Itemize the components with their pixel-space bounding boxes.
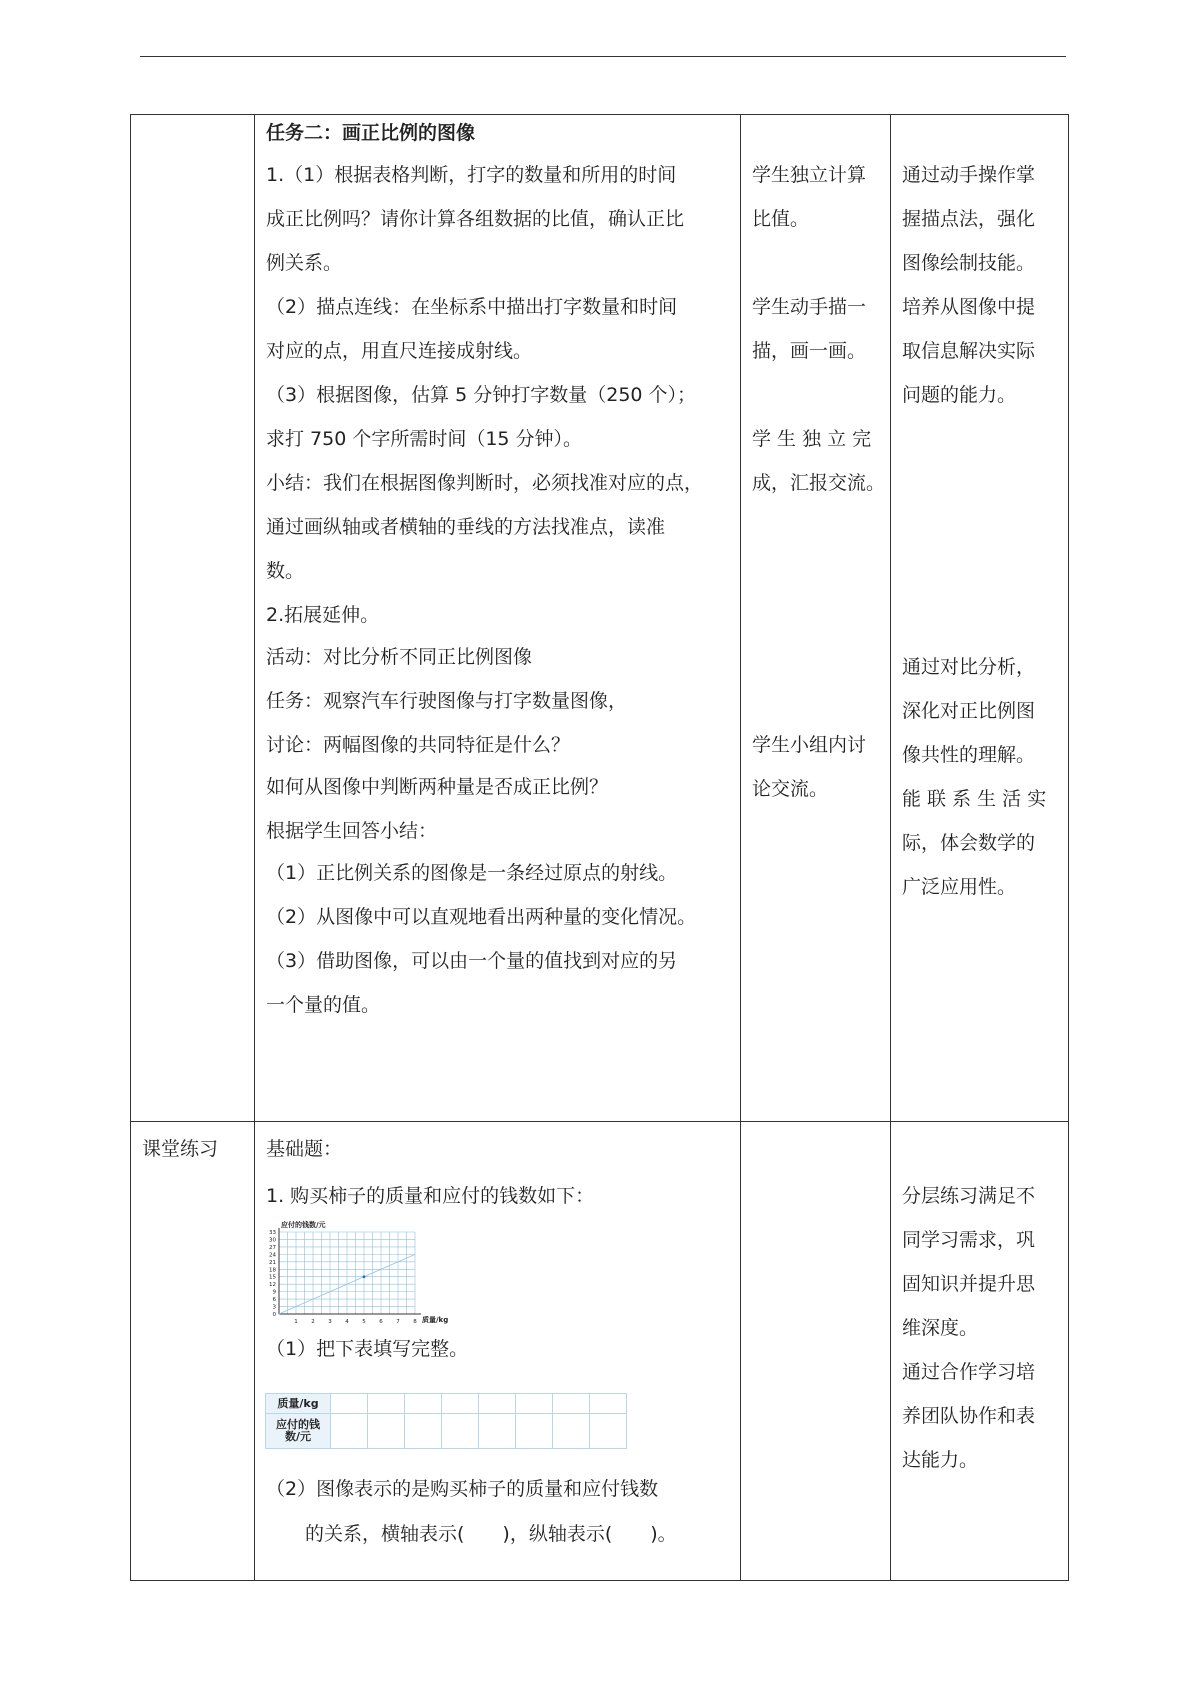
fill-cell[interactable] — [516, 1394, 553, 1414]
text-line: 如何从图像中判断两种量是否成正比例？ — [266, 776, 609, 798]
y-tick-label: 33 — [269, 1230, 276, 1236]
fill-cell[interactable] — [405, 1414, 442, 1449]
text-line: 养团队协作和表 — [902, 1405, 1036, 1427]
text-line: 际，体会数学的 — [902, 832, 1036, 854]
text-line: 学 生 独 立 完 — [752, 428, 872, 450]
fill-cell[interactable] — [553, 1394, 590, 1414]
x-tick-label: 6 — [379, 1319, 383, 1325]
fill-table — [265, 1393, 627, 1449]
content-cell-practice — [255, 1122, 741, 1581]
text-line: 取信息解决实际 — [902, 340, 1036, 362]
fill-cell[interactable] — [553, 1414, 590, 1449]
text-line: 成，汇报交流。 — [752, 472, 886, 494]
y-tick-label: 15 — [269, 1274, 276, 1281]
text-line: 根据学生回答小结： — [266, 820, 438, 842]
text-line: 维深度。 — [902, 1317, 979, 1339]
text-line: 达能力。 — [902, 1449, 979, 1471]
y-tick-label: 12 — [269, 1282, 276, 1289]
fill-cell[interactable] — [442, 1394, 479, 1414]
fill-table-header-price-line2: 数/元 — [284, 1430, 312, 1443]
text-line: 例关系。 — [266, 252, 343, 274]
text-line: 小结：我们在根据图像判断时，必须找准对应的点， — [266, 472, 704, 494]
y-tick-label: 0 — [272, 1312, 276, 1318]
fill-table-header-price — [266, 1414, 331, 1449]
text-line: 成正比例吗？请你计算各组数据的比值，确认正比 — [266, 208, 685, 230]
text-line: 通过合作学习培 — [902, 1361, 1036, 1383]
y-tick-label: 30 — [269, 1237, 276, 1244]
fill-cell[interactable] — [590, 1414, 627, 1449]
text-line: 一个量的值。 — [266, 994, 381, 1016]
y-tick-label: 24 — [269, 1252, 276, 1259]
text-line: 深化对正比例图 — [902, 700, 1036, 722]
fill-cell[interactable] — [405, 1394, 442, 1414]
text-line: 论交流。 — [752, 778, 829, 800]
text-line: （1）正比例关系的图像是一条经过原点的射线。 — [266, 862, 678, 884]
practice-question-2a: （2）图像表示的是购买柿子的质量和应付钱数 — [266, 1478, 659, 1500]
text-line: 能 联 系 生 活 实 — [902, 788, 1047, 810]
practice-line: 1. 购买柿子的质量和应付的钱数如下： — [266, 1185, 595, 1207]
text-line: 通过画纵轴或者横轴的垂线的方法找准点，读准 — [266, 516, 666, 538]
fill-cell[interactable] — [516, 1414, 553, 1449]
content-cell-task2 — [255, 115, 741, 1122]
x-tick-label: 4 — [345, 1319, 349, 1325]
fill-cell[interactable] — [590, 1394, 627, 1414]
x-tick-label: 2 — [311, 1319, 315, 1325]
text-line: 分层练习满足不 — [902, 1185, 1036, 1207]
y-tick-label: 27 — [269, 1244, 276, 1251]
text-line: （3）借助图像，可以由一个量的值找到对应的另 — [266, 950, 678, 972]
x-tick-label: 8 — [413, 1319, 417, 1325]
text-line: 握描点法，强化 — [902, 208, 1036, 230]
text-line: 数。 — [266, 560, 305, 582]
fill-cell[interactable] — [442, 1414, 479, 1449]
y-tick-label: 18 — [269, 1267, 276, 1274]
text-line: 像共性的理解。 — [902, 744, 1036, 766]
text-line: 学生独立计算 — [752, 164, 867, 186]
text-line: 学生动手描一 — [752, 296, 867, 318]
practice-line: 基础题： — [266, 1138, 343, 1160]
text-line: 学生小组内讨 — [752, 734, 867, 756]
text-line: 描，画一画。 — [752, 340, 867, 362]
y-tick-label: 3 — [272, 1304, 276, 1311]
text-line: （2）描点连线：在坐标系中描出打字数量和时间 — [266, 296, 678, 318]
x-axis-label: 质量/kg — [422, 1316, 449, 1324]
y-axis-label: 应付的钱数/元 — [281, 1221, 326, 1229]
practice-question-2b: 的关系，横轴表示( )，纵轴表示( )。 — [305, 1523, 677, 1545]
text-line: 比值。 — [752, 208, 810, 230]
fill-cell[interactable] — [331, 1414, 368, 1449]
fill-cell[interactable] — [331, 1394, 368, 1414]
fill-cell[interactable] — [479, 1394, 516, 1414]
x-tick-label: 3 — [328, 1319, 332, 1325]
y-tick-label: 9 — [272, 1289, 276, 1296]
student-cell-practice — [741, 1122, 891, 1581]
practice-question-1: （1）把下表填写完整。 — [266, 1338, 469, 1360]
fill-cell[interactable] — [479, 1414, 516, 1449]
y-tick-label: 21 — [269, 1259, 276, 1266]
purpose-cell-practice — [891, 1122, 1069, 1581]
text-line: 广泛应用性。 — [902, 876, 1017, 898]
text-line: 任务：观察汽车行驶图像与打字数量图像， — [266, 690, 628, 712]
text-line: 问题的能力。 — [902, 384, 1017, 406]
fill-table-header-mass: 质量/kg — [266, 1394, 331, 1414]
fill-table-header-price-line1: 应付的钱 — [276, 1418, 320, 1431]
text-line: 1.（1）根据表格判断，打字的数量和所用的时间 — [266, 164, 677, 186]
header-rule — [140, 56, 1066, 57]
text-line: 通过动手操作掌 — [902, 164, 1036, 186]
y-tick-label: 6 — [272, 1297, 276, 1304]
text-line: 讨论：两幅图像的共同特征是什么？ — [266, 734, 571, 756]
text-line: 对应的点，用直尺连接成射线。 — [266, 340, 533, 362]
text-line: 培养从图像中提 — [902, 296, 1036, 318]
student-cell-task2 — [741, 115, 891, 1122]
table-row — [131, 115, 1069, 1122]
text-line: （2）从图像中可以直观地看出两种量的变化情况。 — [266, 906, 697, 928]
text-line: （3）根据图像，估算 5 分钟打字数量（250 个）； — [266, 384, 697, 406]
lesson-table — [130, 114, 1069, 1581]
x-tick-label: 7 — [396, 1319, 400, 1325]
data-point — [363, 1275, 366, 1278]
text-line: 任务二：画正比例的图像 — [266, 122, 476, 144]
section-cell-empty — [131, 115, 255, 1122]
text-line: 固知识并提升思 — [902, 1273, 1036, 1295]
text-line: 活动：对比分析不同正比例图像 — [266, 646, 533, 668]
text-line: 同学习需求，巩 — [902, 1229, 1036, 1251]
fill-cell[interactable] — [368, 1394, 405, 1414]
fill-cell[interactable] — [368, 1414, 405, 1449]
x-tick-label: 5 — [362, 1319, 366, 1325]
purpose-cell-task2 — [891, 115, 1069, 1122]
x-tick-label: 1 — [294, 1319, 298, 1325]
text-line: 2.拓展延伸。 — [266, 604, 380, 626]
section-label: 课堂练习 — [142, 1138, 219, 1160]
table-row — [131, 1122, 1069, 1581]
section-cell-practice — [131, 1122, 255, 1581]
text-line: 通过对比分析， — [902, 656, 1036, 678]
text-line: 求打 750 个字所需时间（15 分钟）。 — [266, 428, 583, 450]
text-line: 图像绘制技能。 — [902, 252, 1036, 274]
price-chart — [263, 1216, 463, 1336]
